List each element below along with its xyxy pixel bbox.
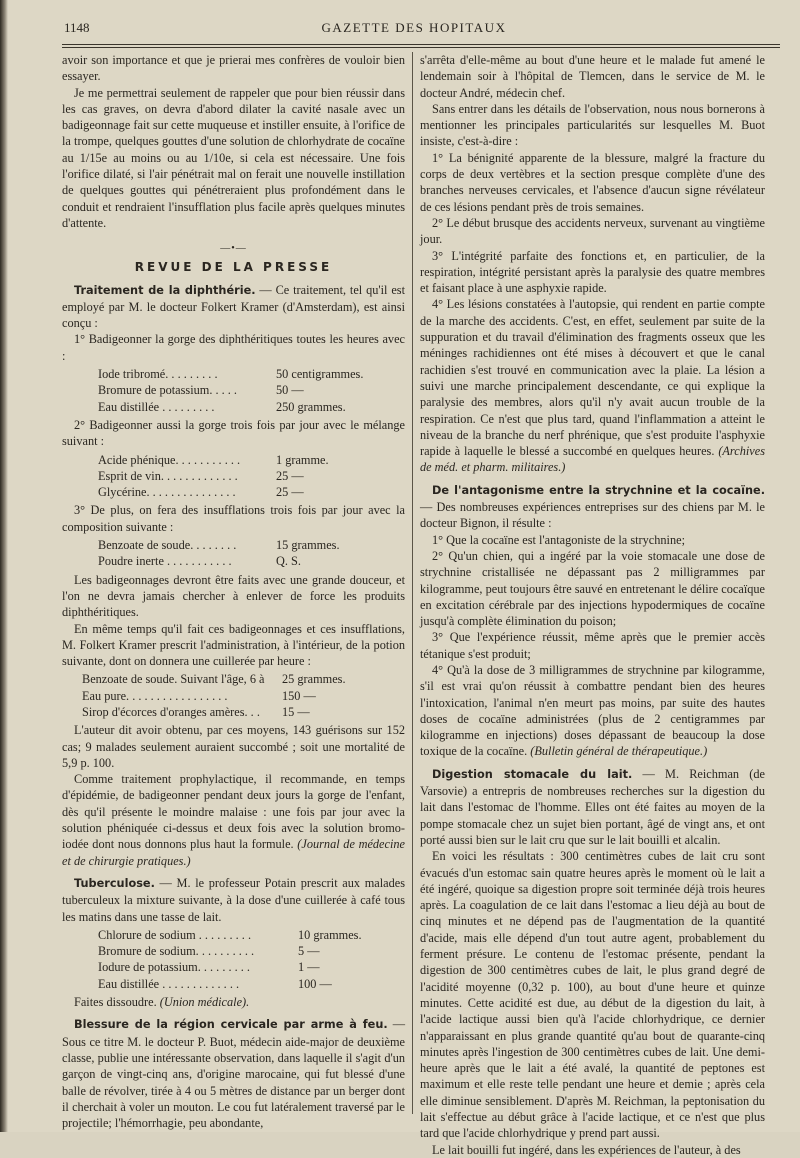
- source-citation: (Journal de médecine et de chirurgie pratiques.): [62, 837, 405, 868]
- recipe-4: [62, 671, 405, 720]
- recipe-row: [62, 366, 405, 382]
- article-text: — Sous ce titre M. le docteur P. Buot, médecin aide-major de deuxième classe, publie une intéressante observation, dans laquelle il s'agit d'un garçon de vingt-cinq ans, d'origine marocaine, qui fut blessé d'une balle de révolver, tirée à 4 ou 5 mètres de distance par un berger dont il cherchait à voler un mouton. Le cou fut latéralement traversé par le projectile; l'hémorrhagie, peu abondante,: [62, 1017, 405, 1131]
- paragraph: [62, 771, 405, 869]
- paragraph: 3° L'intégrité parfaite des fonctions et, en particulier, de la respiration, intégrité persistant après la paralysie des quatre membres et faisant place à une asphyxie rapide.: [420, 248, 765, 296]
- quantity: 50 centigrammes.: [276, 367, 364, 382]
- recipe-row: [62, 688, 405, 704]
- article-heading: Traitement de la diphthérie.: [74, 283, 256, 297]
- ingredient: Poudre inerte . . . . . . . . . . .: [98, 554, 232, 569]
- paragraph: 1° La bénignité apparente de la blessure, malgré la fracture du corps de deux vertèbres et la section presque complète d'une des branches nerveuses cervicales, et l'absence d'aucun signe révélateur de ces lésions pendant près de trois semaines.: [420, 150, 765, 214]
- paragraph: [62, 994, 405, 1010]
- column-divider: [412, 52, 413, 1114]
- paragraph: avoir son importance et que je prierai mes confrères de vouloir bien essayer.: [62, 53, 405, 84]
- article-lait: [420, 766, 765, 848]
- quantity: 25 —: [276, 468, 304, 483]
- recipe-row: [62, 704, 405, 720]
- paragraph: s'arrêta d'elle-même au bout d'une heure et le malade fut amené le lendemain soir à l'hôpital de Tlemcen, dans le service de M. le docteur André, médecin chef.: [420, 53, 765, 100]
- recipe-row: [62, 671, 405, 687]
- section-ornament: —•—: [220, 243, 247, 255]
- paragraph: 2° Badigeonner aussi la gorge trois fois par jour avec le mélange suivant :: [62, 417, 405, 449]
- quantity: 15 grammes.: [276, 538, 340, 553]
- ingredient: Sirop d'écorces d'oranges amères. . .: [82, 704, 260, 719]
- quantity: 15 —: [282, 704, 310, 719]
- header-rule-double: [62, 47, 780, 48]
- quantity: 10 grammes.: [298, 927, 362, 942]
- paragraph: L'auteur dit avoir obtenu, par ces moyens, 143 guérisons sur 152 cas; 9 malades seulement auraient succombé ; soit une mortalité de 5,9 p. 100.: [62, 723, 405, 770]
- ingredient: Eau pure. . . . . . . . . . . . . . . . .: [82, 688, 228, 703]
- article-blessure: [62, 1016, 405, 1131]
- recipe-row: [62, 537, 405, 553]
- paragraph: Sans entrer dans les détails de l'observation, nous nous bornerons à mentionner les principales particularités sur lesquelles M. Buot insiste, c'est-à-dire :: [420, 101, 765, 149]
- ingredient: Glycérine. . . . . . . . . . . . . . .: [98, 485, 236, 500]
- recipe-row: [62, 553, 405, 569]
- ingredient: Acide phénique. . . . . . . . . . .: [98, 452, 241, 467]
- paragraph: [420, 296, 765, 475]
- paragraph: 3° Que l'expérience réussit, même après que le premier accès tétanique s'est produit;: [420, 630, 765, 661]
- right-column: [420, 52, 765, 1158]
- recipe-row: [62, 382, 405, 398]
- source-citation: (Union médicale).: [159, 995, 250, 1010]
- paragraph: [420, 662, 765, 760]
- quantity: 250 grammes.: [276, 399, 346, 414]
- article-heading: Blessure de la région cervicale par arme à feu.: [74, 1018, 388, 1032]
- ingredient: Benzoate de soude. . . . . . . .: [98, 538, 237, 553]
- paragraph: 1° Que la cocaïne est l'antagoniste de la strychnine;: [432, 532, 685, 547]
- recipe-row: [62, 927, 405, 943]
- article-heading: De l'antagonisme entre la strychnine et la cocaïne.: [432, 483, 765, 497]
- header-rule: [62, 44, 780, 45]
- source-citation: (Archives de méd. et pharm. militaires.): [420, 444, 765, 475]
- recipe-3: [62, 537, 405, 570]
- ingredient: Esprit de vin. . . . . . . . . . . . .: [98, 468, 238, 483]
- paragraph-text: 4° Qu'à la dose de 3 milligrammes de strychnine par kilogramme, s'il est vrai qu'on réussit à combattre pendant bien des heures l'intoxication, l'animal n'en meurt pas moins, par suite des hautes doses de cocaïne administrées (plus de 2 centigrammes par kilogramme en injections) doses dépassant de beaucoup la dose toxique de la cocaïne.: [420, 662, 765, 759]
- recipe-5: [62, 927, 405, 992]
- article-heading: Tuberculose.: [74, 876, 155, 890]
- paragraph-text: Faites dissoudre.: [74, 995, 157, 1010]
- paragraph-text: Comme traitement prophylactique, il recommande, en temps d'épidémie, de badigeonner pendant deux jours la gorge de l'enfant, dès qu'il présente le moindre malaise : une fois par jour avec la solution phéniquée ci-dessus et deux fois avec la solution bromo-iodée dont nous donnons plus haut la formule.: [62, 772, 405, 852]
- ingredient: Bromure de sodium. . . . . . . . . .: [98, 944, 255, 959]
- recipe-row: [62, 399, 405, 415]
- running-title: GAZETTE DES HOPITAUX: [321, 20, 507, 35]
- page-header: [64, 18, 764, 40]
- ingredient: Iode tribromé. . . . . . . . .: [98, 367, 218, 382]
- ingredient: Benzoate de soude. Suivant l'âge, 6 à: [82, 672, 265, 687]
- quantity: 25 grammes.: [282, 672, 346, 687]
- paragraph: 2° Qu'un chien, qui a ingéré par la voie stomacale une dose de strychnine cristallisée ne dépassant pas 2 milligrammes par kilogramme, peut toujours être sauvé en entretenant le délire cocaïque en excitation cérébrale par des injections hypodermiques de cocaïne jusqu'à complète élimination du poison;: [420, 548, 765, 629]
- quantity: 1 gramme.: [276, 452, 329, 467]
- ingredient: Iodure de potassium. . . . . . . . .: [98, 960, 250, 975]
- quantity: 1 —: [298, 960, 320, 975]
- article-tuberculose: [62, 875, 405, 925]
- paragraph: Je me permettrai seulement de rappeler que pour bien réussir dans les cas graves, on devra d'abord dilater la cavité nasale avec un badigeonnage fait sur cette muqueuse et instiller ensuite, à l'orifice de la trompe, quelques gouttes d'une solution de chlorhydrate de cocaïne au 1/15e au moins ou au 1/10e, si cela est nécessaire. Une fois l'orifice dilaté, si l'air pénétrait mal on ferait une nouvelle instillation de quelques gouttes qui pénétreraient plus profondément dans le conduit et rendraient l'insufflation plus facile après quelques minutes d'attente.: [62, 85, 405, 230]
- recipe-row: [62, 976, 405, 992]
- quantity: Q. S.: [276, 554, 301, 569]
- ingredient: Bromure de potassium. . . . .: [98, 383, 238, 398]
- recipe-row: [62, 959, 405, 975]
- recipe-row: [62, 943, 405, 959]
- quantity: 5 —: [298, 944, 320, 959]
- source-citation: (Bulletin général de thérapeutique.): [530, 744, 708, 759]
- quantity: 150 —: [282, 688, 316, 703]
- recipe-1: [62, 366, 405, 415]
- paragraph: 1° Badigeonner la gorge des diphthéritiques toutes les heures avec :: [62, 332, 405, 363]
- paragraph: 3° De plus, on fera des insufflations trois fois par jour avec la composition suivante :: [62, 503, 405, 534]
- ingredient: Eau distillée . . . . . . . . . . . . .: [98, 976, 240, 991]
- paragraph: En même temps qu'il fait ces badigeonnages et ces insufflations, M. Folkert Kramer prescrit l'administration, à l'intérieur, de la potion suivante, dont on donnera une cuillerée par heure :: [62, 621, 405, 669]
- page-number: 1148: [64, 20, 90, 35]
- article-intro: — Des nombreuses expériences entreprises sur des chiens par M. le docteur Bignon, il résulte :: [420, 500, 765, 531]
- quantity: 25 —: [276, 485, 304, 500]
- recipe-row: [62, 484, 405, 500]
- left-column: [62, 52, 405, 1131]
- article-diphtherie: [62, 282, 405, 332]
- paragraph: En voici les résultats : 300 centimètres cubes de lait cru sont évacués d'un estomac sain quatre heures après le moment où le lait a été ingéré, quoique sa digestion propre soit terminée déjà trois heures après. La coagulation de ce lait dans l'estomac a lieu déjà au bout de cinq minutes et ne dépend pas de l'augmentation de la quantité d'acide, mais elle dépend d'un tout autre agent, probablement du ferment présure. Le contenu de l'estomac présente, pendant la digestion de 300 centimètres cubes de lait, le plus grand degré de l'acidité moyenne (0,32 p. 100), au bout d'une heure et quinze minutes. Cette acidité est due, au début de la digestion du lait, à l'acide lactique aussi bien qu'à l'acide chlorhydrique, ce dernier n'apparaissant en plus grande quantité qu'au bout de quarante-cinq minutes après l'ingestion de 300 centimètres cubes de lait. Une demi-heure après que le lait a été avalé, la quantité de peptones est maximum et elle reste telle pendant une heure et demie ; après cela elle diminue sensiblement. D'après M. Reichman, la peptonisation du lait s'effectue au début grâce à l'acide lactique, et ce n'est que plus tard que l'acide chlorhydrique y prend part aussi.: [420, 849, 765, 1141]
- paragraph: Le lait bouilli fut ingéré, dans les expériences de l'auteur, à des: [432, 1142, 741, 1157]
- article-intro: — Ce traitement, tel qu'il est employé par M. le docteur Folkert Kramer (d'Amsterdam), est ainsi conçu :: [62, 282, 405, 331]
- article-strychnine: [420, 482, 765, 532]
- section-title: REVUE DE LA PRESSE: [134, 260, 333, 275]
- article-heading: Digestion stomacale du lait.: [432, 767, 633, 781]
- article-intro: — M. le professeur Potain prescrit aux malades tuberculeux la mixture suivante, à la dose d'une cuillerée à café tous les matins dans une tasse de lait.: [62, 875, 405, 924]
- paragraph: Les badigeonnages devront être faits avec une grande douceur, et l'on ne devra jamais chercher à enlever de force les produits diphthéritiques.: [62, 572, 405, 620]
- page-binding-edge: [0, 0, 8, 1132]
- recipe-2: [62, 452, 405, 501]
- paragraph: 2° Le début brusque des accidents nerveux, survenant au vingtième jour.: [420, 215, 765, 247]
- quantity: 50 —: [276, 383, 304, 398]
- paragraph-text: 4° Les lésions constatées à l'autopsie, qui rendent en partie compte de la marche des accidents. C'est, en effet, seulement par suite de la suppuration et du travail d'élimination des fragments osseux que les méninges rachidiennes ont été mises à découvert et que le canal rachidien s'est trouvé en communication avec la plaie. La lésion a suivi une marche principalement descendante, ce qui explique la paralysie des membres, alors qu'il n'y avait aucun trouble de la respiration. Ce n'est que plus tard, quand l'inflammation a atteint le niveau de la branche du nerf phrénique, que s'est produite l'asphyxie rapide à laquelle le blessé a succombé en quelques heures.: [420, 297, 765, 459]
- ingredient: Chlorure de sodium . . . . . . . . .: [98, 927, 252, 942]
- quantity: 100 —: [298, 976, 332, 991]
- article-intro: — M. Reichman (de Varsovie) a entrepris de nombreuses recherches sur la digestion du lait dans l'estomac de l'homme. Elles ont été faites au moyen de la pompe stomacale chez un sujet bien portant, âgé de vingt ans, et ont porté aussi bien sur le lait cru que sur le lait bouilli et alcalin.: [420, 766, 765, 847]
- ingredient: Eau distillée . . . . . . . . .: [98, 399, 215, 414]
- recipe-row: [62, 468, 405, 484]
- recipe-row: [62, 452, 405, 468]
